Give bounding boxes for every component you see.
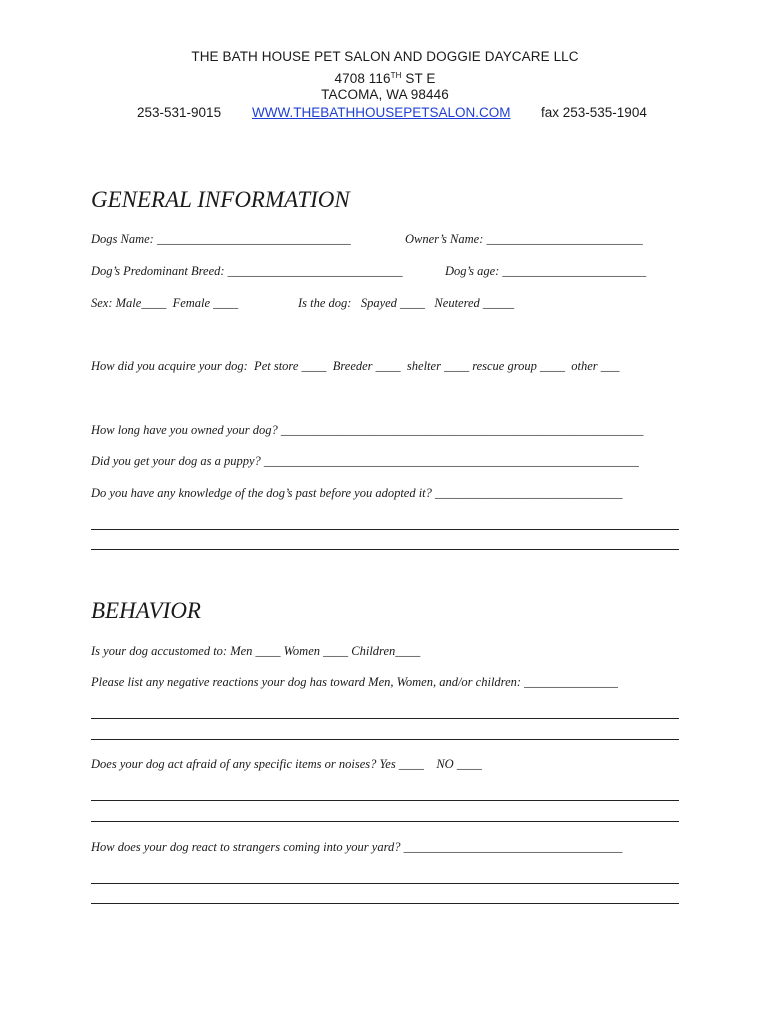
answer-line[interactable]	[91, 800, 679, 801]
general-information-heading: GENERAL INFORMATION	[91, 187, 350, 212]
acquire-dog-field[interactable]: How did you acquire your dog: Pet store ____ Breeder ____ shelter ____ rescue group ____ other ___	[91, 359, 620, 373]
spayed-neutered-field[interactable]: Is the dog: Spayed ____ Neutered _____	[298, 296, 515, 310]
city-state-zip: TACOMA, WA 98446	[321, 87, 449, 102]
address-street: ST E	[401, 71, 436, 86]
phone-number: 253-531-9015	[137, 105, 222, 120]
sex-field[interactable]: Sex: Male____ Female ____	[91, 296, 239, 310]
breed-field[interactable]: Dog’s Predominant Breed: ____________________________	[91, 264, 403, 278]
dog-age-field[interactable]: Dog’s age: _______________________	[445, 264, 647, 278]
answer-line[interactable]	[91, 739, 679, 740]
behavior-heading: BEHAVIOR	[91, 598, 201, 623]
as-puppy-field[interactable]: Did you get your dog as a puppy? ____________________________________________________________	[91, 454, 639, 468]
fax-number: fax 253-535-1904	[541, 105, 647, 120]
owners-name-field[interactable]: Owner’s Name: _________________________	[405, 232, 643, 246]
answer-line[interactable]	[91, 903, 679, 904]
answer-line[interactable]	[91, 529, 679, 530]
answer-line[interactable]	[91, 718, 679, 719]
answer-line[interactable]	[91, 549, 679, 550]
website-link[interactable]: WWW.THEBATHHOUSEPETSALON.COM	[252, 105, 511, 120]
address-suffix: TH	[390, 71, 402, 80]
how-long-owned-field[interactable]: How long have you owned your dog? __________________________________________________________	[91, 423, 644, 437]
strangers-reaction-field[interactable]: How does your dog react to strangers coming into your yard? ___________________________________	[91, 840, 623, 854]
business-name: THE BATH HOUSE PET SALON AND DOGGIE DAYCARE LLC	[191, 49, 579, 64]
afraid-items-field[interactable]: Does your dog act afraid of any specific items or noises? Yes ____ NO ____	[91, 757, 482, 771]
negative-reactions-field[interactable]: Please list any negative reactions your dog has toward Men, Women, and/or children: _______________	[91, 675, 618, 689]
address-number: 4708 116	[334, 71, 391, 86]
accustomed-to-field[interactable]: Is your dog accustomed to: Men ____ Women ____ Children____	[91, 644, 421, 658]
past-knowledge-field[interactable]: Do you have any knowledge of the dog’s past before you adopted it? ______________________________	[91, 486, 623, 500]
answer-line[interactable]	[91, 821, 679, 822]
answer-line[interactable]	[91, 883, 679, 884]
dogs-name-field[interactable]: Dogs Name: _______________________________	[91, 232, 351, 246]
